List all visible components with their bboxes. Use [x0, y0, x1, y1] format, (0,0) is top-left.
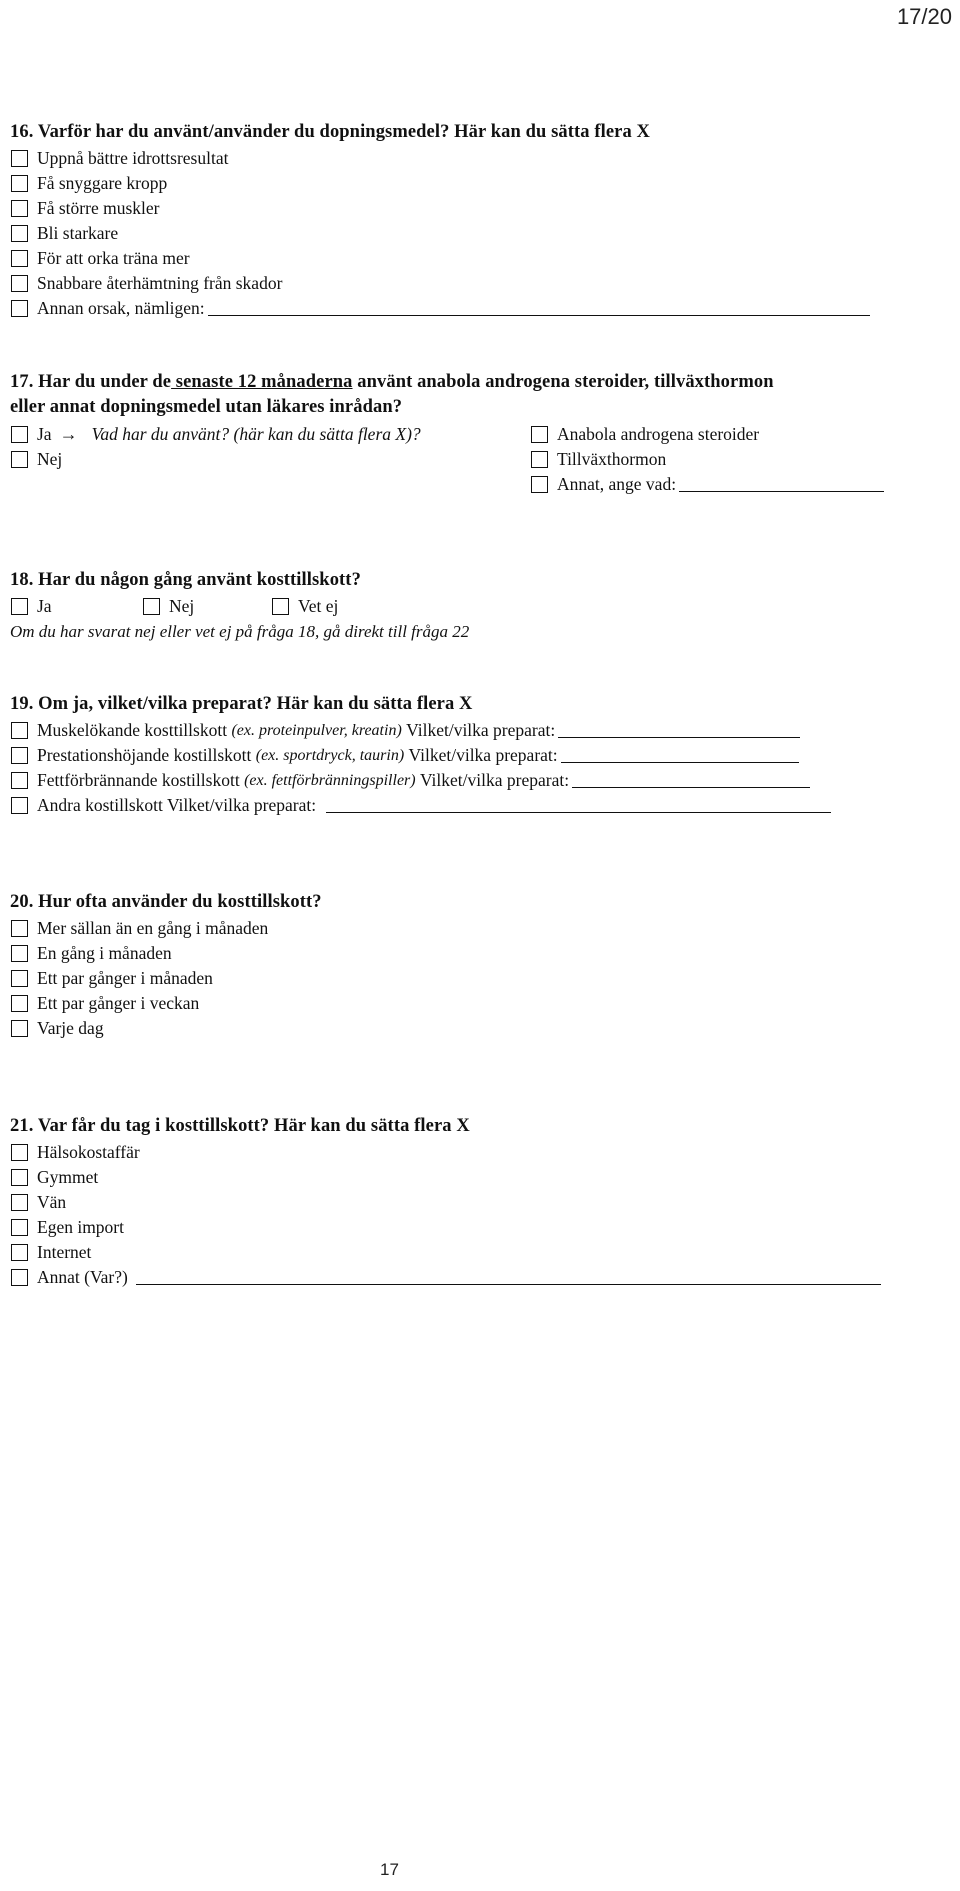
q16-option[interactable] [11, 223, 118, 244]
checkbox[interactable] [11, 1269, 28, 1286]
q19-item[interactable] [11, 770, 810, 791]
option-label: Anabola androgena steroider [557, 424, 760, 444]
option-label: Hälsokostaffär [37, 1142, 140, 1162]
option-label: Varje dag [37, 1018, 104, 1038]
checkbox[interactable] [11, 1144, 28, 1161]
checkbox[interactable] [11, 995, 28, 1012]
option-label: För att orka träna mer [37, 248, 190, 268]
option-label: Annan orsak, nämligen: [37, 298, 205, 318]
checkbox[interactable] [11, 797, 28, 814]
checkbox[interactable] [11, 1244, 28, 1261]
q17-substance[interactable] [531, 424, 759, 445]
option-label: Vet ej [298, 596, 339, 616]
q20-option[interactable] [11, 943, 172, 964]
q20-option[interactable] [11, 918, 268, 939]
option-label: Bli starkare [37, 223, 119, 243]
q21-option-other[interactable] [11, 1267, 881, 1288]
option-label: Snabbare återhämtning från skador [37, 273, 283, 293]
answer-line[interactable] [208, 301, 870, 316]
option-label: Uppnå bättre idrottsresultat [37, 148, 229, 168]
checkbox[interactable] [11, 200, 28, 217]
option-label: Ja [37, 424, 52, 444]
question-21-title: 21. Var får du tag i kosttillskott? Här kan du sätta flera X [10, 1116, 470, 1136]
option-label: En gång i månaden [37, 943, 172, 963]
option-example: (ex. fettförbränningspiller) [244, 771, 416, 789]
q18-option-dont-know[interactable] [272, 596, 338, 617]
option-label: Gymmet [37, 1167, 99, 1187]
q19-item-other[interactable] [11, 795, 831, 816]
option-label: Vän [37, 1192, 67, 1212]
question-17-title: 17. Har du under de senaste 12 månaderna använt anabola androgena steroider, tillväxthormon [10, 372, 774, 392]
option-suffix: Vilket/vilka preparat: [419, 770, 570, 790]
q18-option-no[interactable] [143, 596, 194, 617]
option-label: Muskelökande kosttillskott [37, 720, 228, 740]
option-example: (ex. proteinpulver, kreatin) [231, 721, 402, 739]
q20-option[interactable] [11, 968, 213, 989]
option-label: Få snyggare kropp [37, 173, 168, 193]
option-suffix: Vilket/vilka preparat: [408, 745, 558, 765]
option-label: Ja [37, 596, 52, 616]
option-label: Egen import [37, 1217, 124, 1237]
arrow-icon: → [59, 424, 78, 444]
checkbox[interactable] [11, 426, 28, 443]
checkbox[interactable] [11, 1219, 28, 1236]
checkbox[interactable] [11, 1020, 28, 1037]
checkbox[interactable] [11, 945, 28, 962]
q19-item[interactable] [11, 745, 799, 766]
answer-line[interactable] [561, 748, 799, 763]
q21-option[interactable] [11, 1142, 140, 1163]
q17-substance-other[interactable] [531, 474, 884, 495]
checkbox[interactable] [272, 598, 289, 615]
option-label: Nej [37, 449, 63, 469]
option-label: Annat (Var?) [37, 1267, 128, 1287]
q19-item[interactable] [11, 720, 800, 741]
option-label: Mer sällan än en gång i månaden [37, 918, 269, 938]
checkbox[interactable] [11, 598, 28, 615]
checkbox[interactable] [11, 300, 28, 317]
q16-option[interactable] [11, 273, 282, 294]
question-18-title: 18. Har du någon gång använt kosttillskott? [10, 570, 361, 590]
q16-option[interactable] [11, 198, 159, 219]
answer-line[interactable] [679, 477, 884, 492]
option-label: Internet [37, 1242, 92, 1262]
option-label: Tillväxthormon [557, 449, 667, 469]
checkbox[interactable] [11, 250, 28, 267]
option-label: Annat, ange vad: [557, 474, 677, 494]
checkbox[interactable] [11, 1169, 28, 1186]
page-indicator: 17/20 [896, 4, 952, 29]
q20-option[interactable] [11, 993, 199, 1014]
checkbox[interactable] [11, 772, 28, 789]
q21-option[interactable] [11, 1192, 66, 1213]
q21-option[interactable] [11, 1167, 98, 1188]
option-label: Fettförbrännande kostillskott [37, 770, 240, 790]
option-label: Prestationshöjande kostillskott [37, 745, 252, 765]
q21-option[interactable] [11, 1217, 124, 1238]
checkbox[interactable] [531, 426, 548, 443]
answer-line[interactable] [572, 773, 810, 788]
q21-option[interactable] [11, 1242, 91, 1263]
q16-option[interactable] [11, 148, 228, 169]
checkbox[interactable] [11, 747, 28, 764]
checkbox[interactable] [11, 920, 28, 937]
q16-option[interactable] [11, 248, 190, 269]
answer-line[interactable] [326, 798, 831, 813]
checkbox[interactable] [11, 150, 28, 167]
q17-option-no[interactable] [11, 449, 62, 470]
option-label: Andra kostillskott Vilket/vilka preparat: [37, 795, 317, 815]
q17-option-yes[interactable] [11, 424, 421, 445]
followup-text: Vad har du använt? (här kan du sätta flera X)? [91, 424, 421, 444]
checkbox[interactable] [11, 451, 28, 468]
option-label: Få större muskler [37, 198, 160, 218]
question-19-title: 19. Om ja, vilket/vilka preparat? Här kan du sätta flera X [10, 694, 473, 714]
checkbox[interactable] [11, 722, 28, 739]
question-16-title: 16. Varför har du använt/använder du dopningsmedel? Här kan du sätta flera X [10, 122, 650, 142]
checkbox[interactable] [11, 225, 28, 242]
checkbox[interactable] [11, 970, 28, 987]
q18-option-yes[interactable] [11, 596, 52, 617]
checkbox[interactable] [531, 451, 548, 468]
q20-option[interactable] [11, 1018, 104, 1039]
option-label: Nej [169, 596, 195, 616]
page-number: 17 [380, 1860, 399, 1879]
q17-substance[interactable] [531, 449, 666, 470]
q16-option-other[interactable] [11, 298, 870, 319]
skip-instruction: Om du har svarat nej eller vet ej på fråga 18, gå direkt till fråga 22 [10, 622, 470, 641]
question-20-title: 20. Hur ofta använder du kosttillskott? [10, 892, 322, 912]
option-suffix: Vilket/vilka preparat: [406, 720, 556, 740]
option-example: (ex. sportdryck, taurin) [255, 746, 405, 764]
answer-line[interactable] [558, 723, 800, 738]
checkbox[interactable] [143, 598, 160, 615]
checkbox[interactable] [11, 175, 28, 192]
option-label: Ett par gånger i månaden [37, 968, 213, 988]
answer-line[interactable] [136, 1270, 881, 1285]
q16-option[interactable] [11, 173, 167, 194]
checkbox[interactable] [11, 1194, 28, 1211]
checkbox[interactable] [11, 275, 28, 292]
checkbox[interactable] [531, 476, 548, 493]
question-17-title-line2: eller annat dopningsmedel utan läkares inrådan? [10, 397, 403, 417]
option-label: Ett par gånger i veckan [37, 993, 200, 1013]
